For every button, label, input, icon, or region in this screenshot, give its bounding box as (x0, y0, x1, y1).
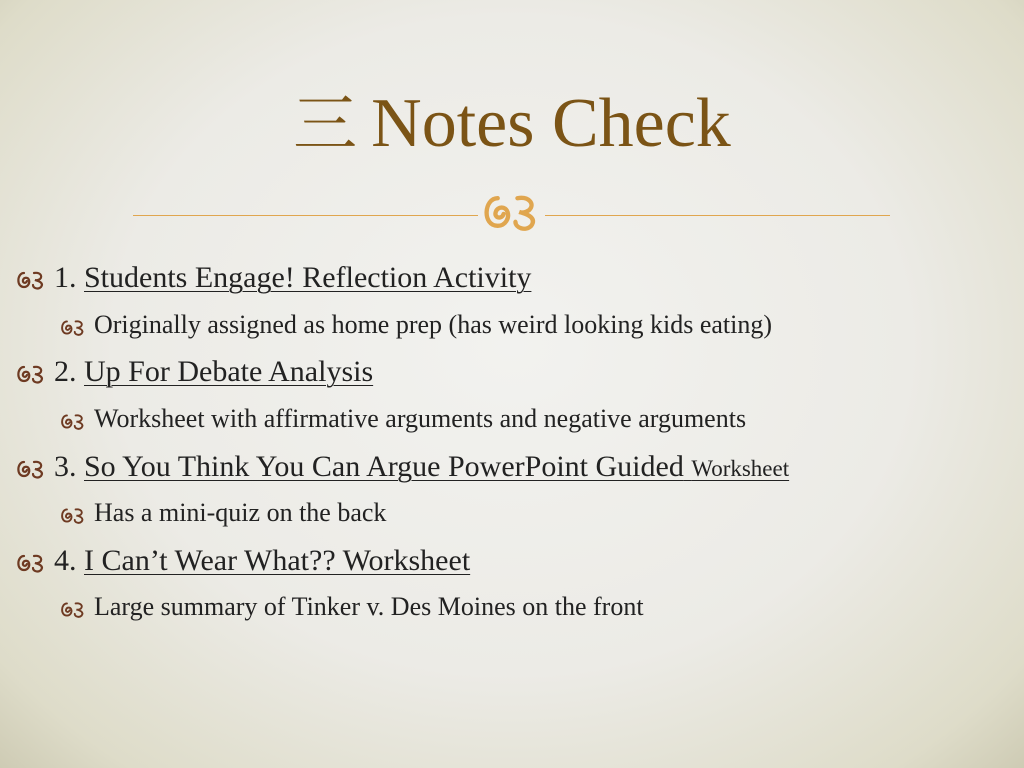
sub-item-4 (58, 591, 644, 623)
sub-item-text: Worksheet with affirmative arguments and negative arguments (94, 404, 747, 433)
sub-item-text: Large summary of Tinker v. Des Moines on the front (94, 592, 644, 621)
item-number: 2. (54, 355, 77, 388)
item-title-small-text: Worksheet (691, 456, 790, 481)
swirl-bullet-icon (58, 318, 88, 337)
title-divider-right (545, 215, 890, 216)
item-title-link[interactable] (84, 450, 789, 483)
sub-item-text: Has a mini-quiz on the back (94, 498, 387, 527)
item-number: 4. (54, 544, 77, 577)
swirl-bullet-icon (14, 363, 48, 385)
list-item-3 (14, 449, 789, 487)
title-divider-left (133, 215, 478, 216)
swirl-divider-icon (478, 186, 545, 238)
item-number: 1. (54, 261, 77, 294)
swirl-bullet-icon (14, 269, 48, 291)
swirl-bullet-icon (58, 506, 88, 525)
swirl-bullet-icon (58, 600, 88, 619)
item-title-text: So You Think You Can Argue PowerPoint Guided (84, 450, 684, 483)
title-text: Notes Check (371, 85, 731, 162)
swirl-bullet-icon (14, 552, 48, 574)
list-item-4 (14, 543, 470, 579)
item-number: 3. (54, 450, 77, 483)
swirl-bullet-icon (58, 412, 88, 431)
item-title-link[interactable]: I Can’t Wear What?? Worksheet (84, 544, 471, 577)
list-item-2 (14, 354, 373, 390)
item-title-link[interactable]: Students Engage! Reflection Activity (84, 261, 532, 294)
list-item-1 (14, 260, 531, 296)
swirl-bullet-icon (14, 458, 48, 480)
slide-title (0, 82, 1024, 167)
title-symbol: 三 (293, 88, 358, 162)
item-title-link[interactable]: Up For Debate Analysis (84, 355, 374, 388)
sub-item-3 (58, 497, 386, 529)
sub-item-text: Originally assigned as home prep (has weird looking kids eating) (94, 310, 773, 339)
sub-item-2 (58, 403, 746, 435)
sub-item-1 (58, 309, 772, 341)
